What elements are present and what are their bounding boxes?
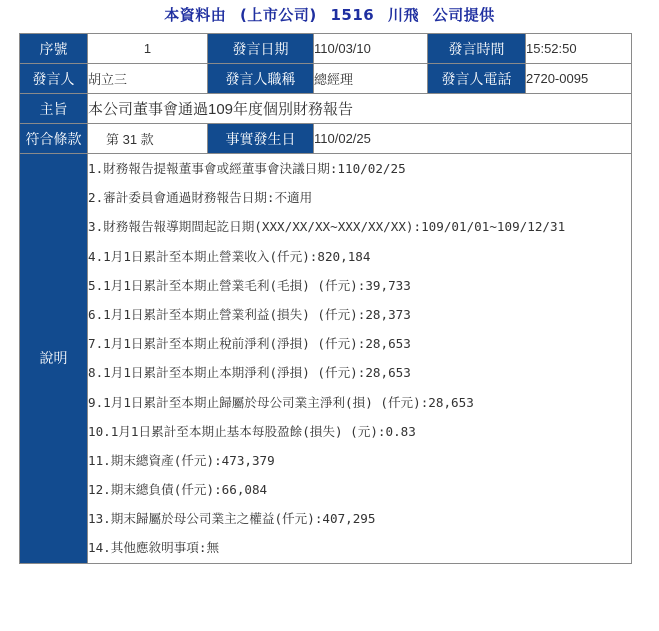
announcement-table xyxy=(19,33,632,564)
table-row xyxy=(20,154,632,564)
list-item: 10.1月1日累計至本期止基本每股盈餘(損失) (元):0.83 xyxy=(88,423,416,439)
time-value: 15:52:50 xyxy=(526,34,632,64)
list-item: 14.其他應敘明事項:無 xyxy=(88,540,220,556)
date-value: 110/03/10 xyxy=(314,34,428,64)
list-item: 2.審計委員會通過財務報告日期:不適用 xyxy=(88,190,313,206)
time-label: 發言時間 xyxy=(428,34,526,64)
subject-label: 主旨 xyxy=(20,94,88,124)
description-cell xyxy=(88,154,632,564)
list-item: 3.財務報告報導期間起訖日期(XXX/XX/XX~XXX/XX/XX):109/01/01~109/12/31 xyxy=(88,219,566,235)
speaker-title-label: 發言人職稱 xyxy=(208,64,314,94)
clause-label: 符合條款 xyxy=(20,124,88,154)
table-row xyxy=(20,124,632,154)
subject-value: 本公司董事會通過109年度個別財務報告 xyxy=(88,94,632,124)
description-list xyxy=(88,154,631,563)
seq-label: 序號 xyxy=(20,34,88,64)
list-item: 4.1月1日累計至本期止營業收入(仟元):820,184 xyxy=(88,248,371,264)
source-prefix: 本資料由 xyxy=(164,6,227,24)
page-title xyxy=(0,4,659,25)
event-date-value: 110/02/25 xyxy=(314,124,632,154)
company-type: (上市公司) xyxy=(240,6,317,24)
source-suffix: 公司提供 xyxy=(432,6,495,24)
speaker-value: 胡立三 xyxy=(88,64,208,94)
speaker-label: 發言人 xyxy=(20,64,88,94)
event-date-label: 事實發生日 xyxy=(208,124,314,154)
date-label: 發言日期 xyxy=(208,34,314,64)
phone-label: 發言人電話 xyxy=(428,64,526,94)
seq-value: 1 xyxy=(88,34,208,64)
phone-value: 2720-0095 xyxy=(526,64,632,94)
company-code: 1516 xyxy=(330,6,375,24)
speaker-title-value: 總經理 xyxy=(314,64,428,94)
table-row xyxy=(20,94,632,124)
desc-label: 說明 xyxy=(20,154,88,564)
list-item: 9.1月1日累計至本期止歸屬於母公司業主淨利(損) (仟元):28,653 xyxy=(88,394,474,410)
list-item: 1.財務報告提報董事會或經董事會決議日期:110/02/25 xyxy=(88,161,406,176)
list-item: 12.期末總負債(仟元):66,084 xyxy=(88,482,268,498)
list-item: 8.1月1日累計至本期止本期淨利(淨損) (仟元):28,653 xyxy=(88,365,411,381)
list-item: 5.1月1日累計至本期止營業毛利(毛損) (仟元):39,733 xyxy=(88,277,411,293)
clause-value: 第 31 款 xyxy=(88,124,208,154)
list-item: 7.1月1日累計至本期止稅前淨利(淨損) (仟元):28,653 xyxy=(88,336,411,352)
list-item: 13.期末歸屬於母公司業主之權益(仟元):407,295 xyxy=(88,511,376,527)
table-row xyxy=(20,64,632,94)
table-row xyxy=(20,34,632,64)
list-item: 6.1月1日累計至本期止營業利益(損失) (仟元):28,373 xyxy=(88,306,411,322)
company-name: 川飛 xyxy=(387,6,419,24)
list-item: 11.期末總資產(仟元):473,379 xyxy=(88,452,275,468)
